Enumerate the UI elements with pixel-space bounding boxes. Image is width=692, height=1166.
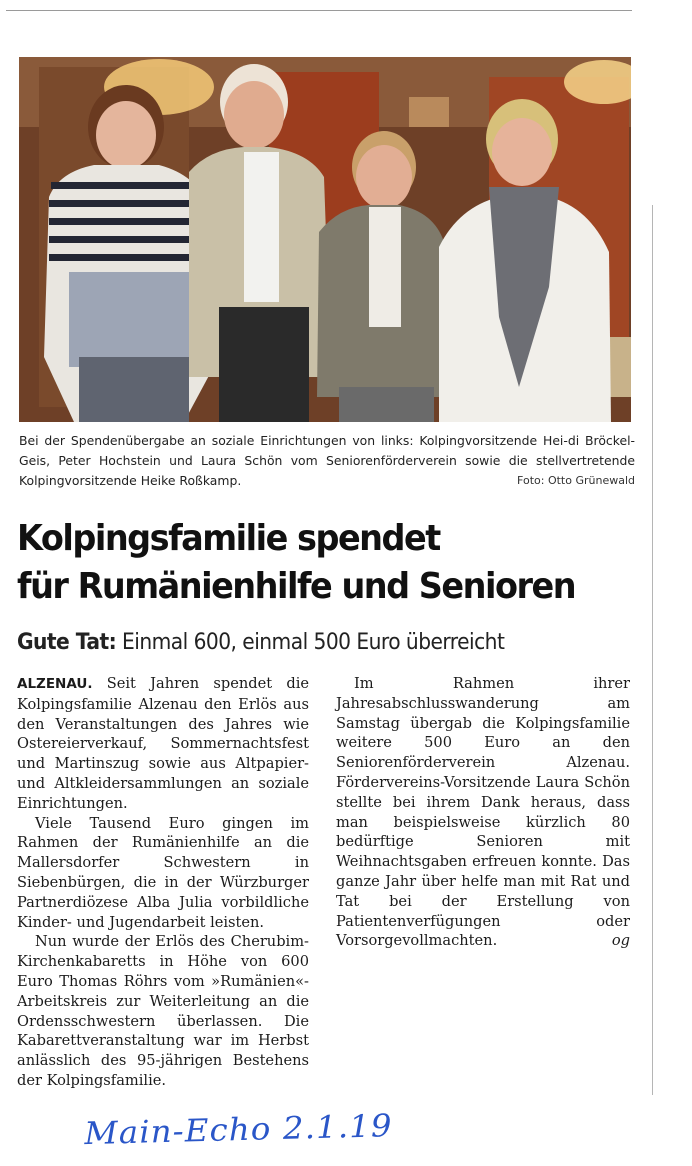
group-photo-illustration: [19, 57, 631, 422]
dateline: ALZENAU.: [17, 676, 93, 692]
author-signature: og: [611, 932, 630, 950]
photo-credit: Foto: Otto Grünewald: [517, 474, 635, 487]
column-rule: [652, 205, 653, 1095]
subheadline: [17, 628, 587, 658]
subhead-kicker: Gute Tat:: [17, 630, 117, 655]
headline-line-1: Kolpingsfamilie spendet: [17, 518, 440, 559]
paragraph-4: Im Rahmen ihrer Jahresabschlusswanderung am Samstag übergab die Kolpingsfamilie weitere 500 Euro an den Seniorenförderverein Alzenau. Fördervereins-Vorsitzende Laura Schön stellte bei ihrem Dank heraus, dass man beispielsweise kürzlich 80 bedürftige Senioren mit Weihnachtsgaben erfreuen konnte. Das ganze Jahr über helfe man mit Rat und Tat bei der Erstellung von Patientenverfügungen oder Vorsorgevollmachten.: [336, 675, 630, 950]
paragraph-1: Seit Jahren spendet die Kolpingsfamilie Alzenau den Erlös aus den Veranstaltungen des Jahres wie Ostereierverkauf, Sommernachtsfest und Martinszug sowie aus Altpapier- und Altkleidersammlungen an soziale Einrichtungen.: [17, 675, 309, 812]
caption-text: Bei der Spendenübergabe an soziale Einrichtungen von links: Kolpingvorsitzende Hei-di Bröckel-Geis, Peter Hochstein und Laura Schön vom Seniorenförderverein sowie die stellvertretende Kolpingvorsitzende Heike Roßkamp.: [19, 433, 635, 488]
paragraph-2: Viele Tausend Euro gingen im Rahmen der Rumänienhilfe an die Mallersdorfer Schwestern in Siebenbürgen, die in der Würzburger Partnerdiözese Alba Julia vorbildliche Kinder- und Jugendarbeit leisten.: [17, 814, 309, 931]
subhead-text: Einmal 600, einmal 500 Euro überreicht: [116, 630, 505, 655]
article-column-right: [336, 674, 630, 951]
headline-line-2: für Rumänienhilfe und Senioren: [17, 566, 576, 607]
handwritten-source-note: Main-Echo 2.1.19: [83, 1108, 394, 1153]
photo-caption: [19, 431, 635, 491]
top-rule: [6, 10, 632, 11]
paragraph-3: Nun wurde der Erlös des Cherubim-Kirchenkabaretts in Höhe von 600 Euro Thomas Röhrs vom »Rumänien«-Arbeitskreis zur Weiterleitung an die Ordensschwestern überlassen. Die Kabarettveranstaltung war im Herbst anlässlich des 95-jährigen Bestehens der Kolpingsfamilie.: [17, 933, 309, 1089]
article-photo: [19, 57, 631, 422]
article-column-left: [17, 674, 309, 1091]
headline: [17, 515, 612, 611]
